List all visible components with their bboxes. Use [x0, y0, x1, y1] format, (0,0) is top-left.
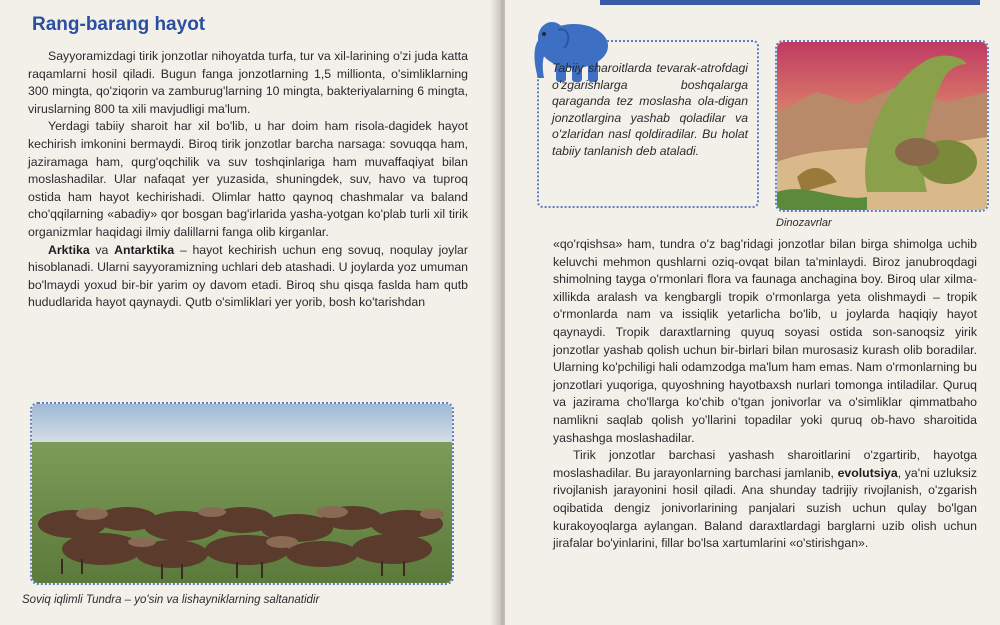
evolution-term: evolutsiya	[837, 465, 898, 480]
right-paragraph-2-start: Tirik jonzotlar barchasi yashash sharoitlarini o'zgartirib, hayotga moslashadilar. Bu jarayonlarning barchasi jamlanib,	[553, 448, 977, 480]
antarktika-term: Antarktika	[114, 242, 175, 257]
top-decor-strip	[600, 0, 980, 5]
left-paragraph-2: Yerdagi tabiiy sharoit har xil bo'lib, u har doim ham risola-dagidek hayot kechirish imkonini bermaydi. Biroq tirik jonzotlar barcha narsaga: sovuqqa ham, jaziramaga ham, qurg'oqchilik va suv toshqinlariga ham muvaffaqiyat bilan moslashadilar. Ular nafaqat yer yuzasida, shuningdek, suv, havo va tuproq ostida ham hayot kechirishadi. Olimlar hatto qaynoq chashmalar va baland cho'qqilarning «abadiy» qor bosgan bag'irlarida yasha-yotgan ko'plab turli xil tirik organizmlar haqidagi ilmiy dalillarni fanga olib kirganlar.	[28, 119, 468, 239]
dinosaur-caption: Dinozavrlar	[776, 217, 832, 229]
tundra-caption: Soviq iqlimli Tundra – yo'sin va lishayniklarning saltanatidir	[22, 594, 320, 606]
and-word: va	[89, 242, 115, 257]
natural-selection-note: Tabiiy sharoitlarda tevarak-atrofdagi o'zgarishlarga boshqalarga qaraganda tez moslasha ola-digan jonzotlargina yashab qoladilar va o'zlaridan nasl qoldiradilar. Bu holat tabiiy tanlanish deb ataladi.	[552, 61, 748, 158]
right-body-text	[553, 236, 977, 553]
page-title: Rang-barang hayot	[32, 14, 206, 35]
left-paragraph-3	[28, 242, 468, 312]
arktika-term: Arktika	[48, 242, 90, 257]
left-paragraph-1: Sayyoramizdagi tirik jonzotlar nihoyatda turfa, tur va xil-larining o'zi juda katta raqamlarni hosil qiladi. Bugun fanga jonzotlarning 1,5 millionta, o'simliklarning 300 mingta, qo'ziqorin va zamburug'larning 10 mingta, bakteriyalarning 6 mingta, viruslarning 800 ta xili mavjudligi ma'lum.	[28, 49, 468, 116]
right-paragraph-2-end: , ya'ni uzluksiz rivojlanish jarayonini hosil qiladi. Ana shunday tadrijiy rivojlanish, o'zgarish oqibatida dengiz jonivorlarining panjalari suzish uchun qulay bo'lgan kurakoyoqlarga aylangan. Baland daraxtlardagi barglarni uzib olish uchun jirafalar bo'yinlarini, fillar bo'lsa xartumlarini «o'stirishgan».	[553, 465, 977, 551]
tundra-photo	[30, 402, 454, 585]
left-paragraph-3-rest: – hayot kechirish uchun eng sovuq, noqulay joylar hisoblanadi. Ularni sayyoramizning uchlari deb atashadi. U joylarda yoz umuman bo'lmaydi yoxud bir-bir yarim oy davom etadi. Biroq shu qisqa faslda ham qutb hududlarida hayot qaynaydi. Qutb o'simliklari yer yorib, bosh ko'tarishdan	[28, 242, 468, 310]
right-paragraph-2	[553, 447, 977, 553]
dinosaur-illustration	[775, 40, 989, 212]
right-paragraph-1: «qo'rqishsa» ham, tundra o'z bag'ridagi jonzotlar bilan birga shimolga uchib keluvchi mehmon qushlarni oziq-ovqat bilan ta'minlaydi. Biroz janubroqdagi shimolning tayga o'rmonlari flora va faunaga anchagina boy. Biroq ular xilma-xillikda aralash va kengbargli tropik o'rmonlarga yeta olishmaydi – tropik o'rmonlarda nam va issiqlik yetarlicha bo'lib, u joylarda haqiqiy hayot qaynaydi. Tropik daraxtlarning quyuq soyasi ostida son-sanoqsiz yirik jonzotlar yashab qolish uchun bir-birlari bilan murosasiz kurash olib boradilar. Ularning ko'pchiligi hali odamzodga ma'lum ham emas. Nam o'rmonlarning bu jonzotlari yuqoriga, quyoshning hayotbaxsh nurlari tomonga intiladilar. Quruq va jazirama cho'llarga ko'chib o'tgan jonivorlar va o'simliklar qimmatbaho namlikni saqlab qolish yo'llarini topadilar yoki quruq ob-havo sharoitida yashashga moslashadilar.	[553, 237, 977, 445]
